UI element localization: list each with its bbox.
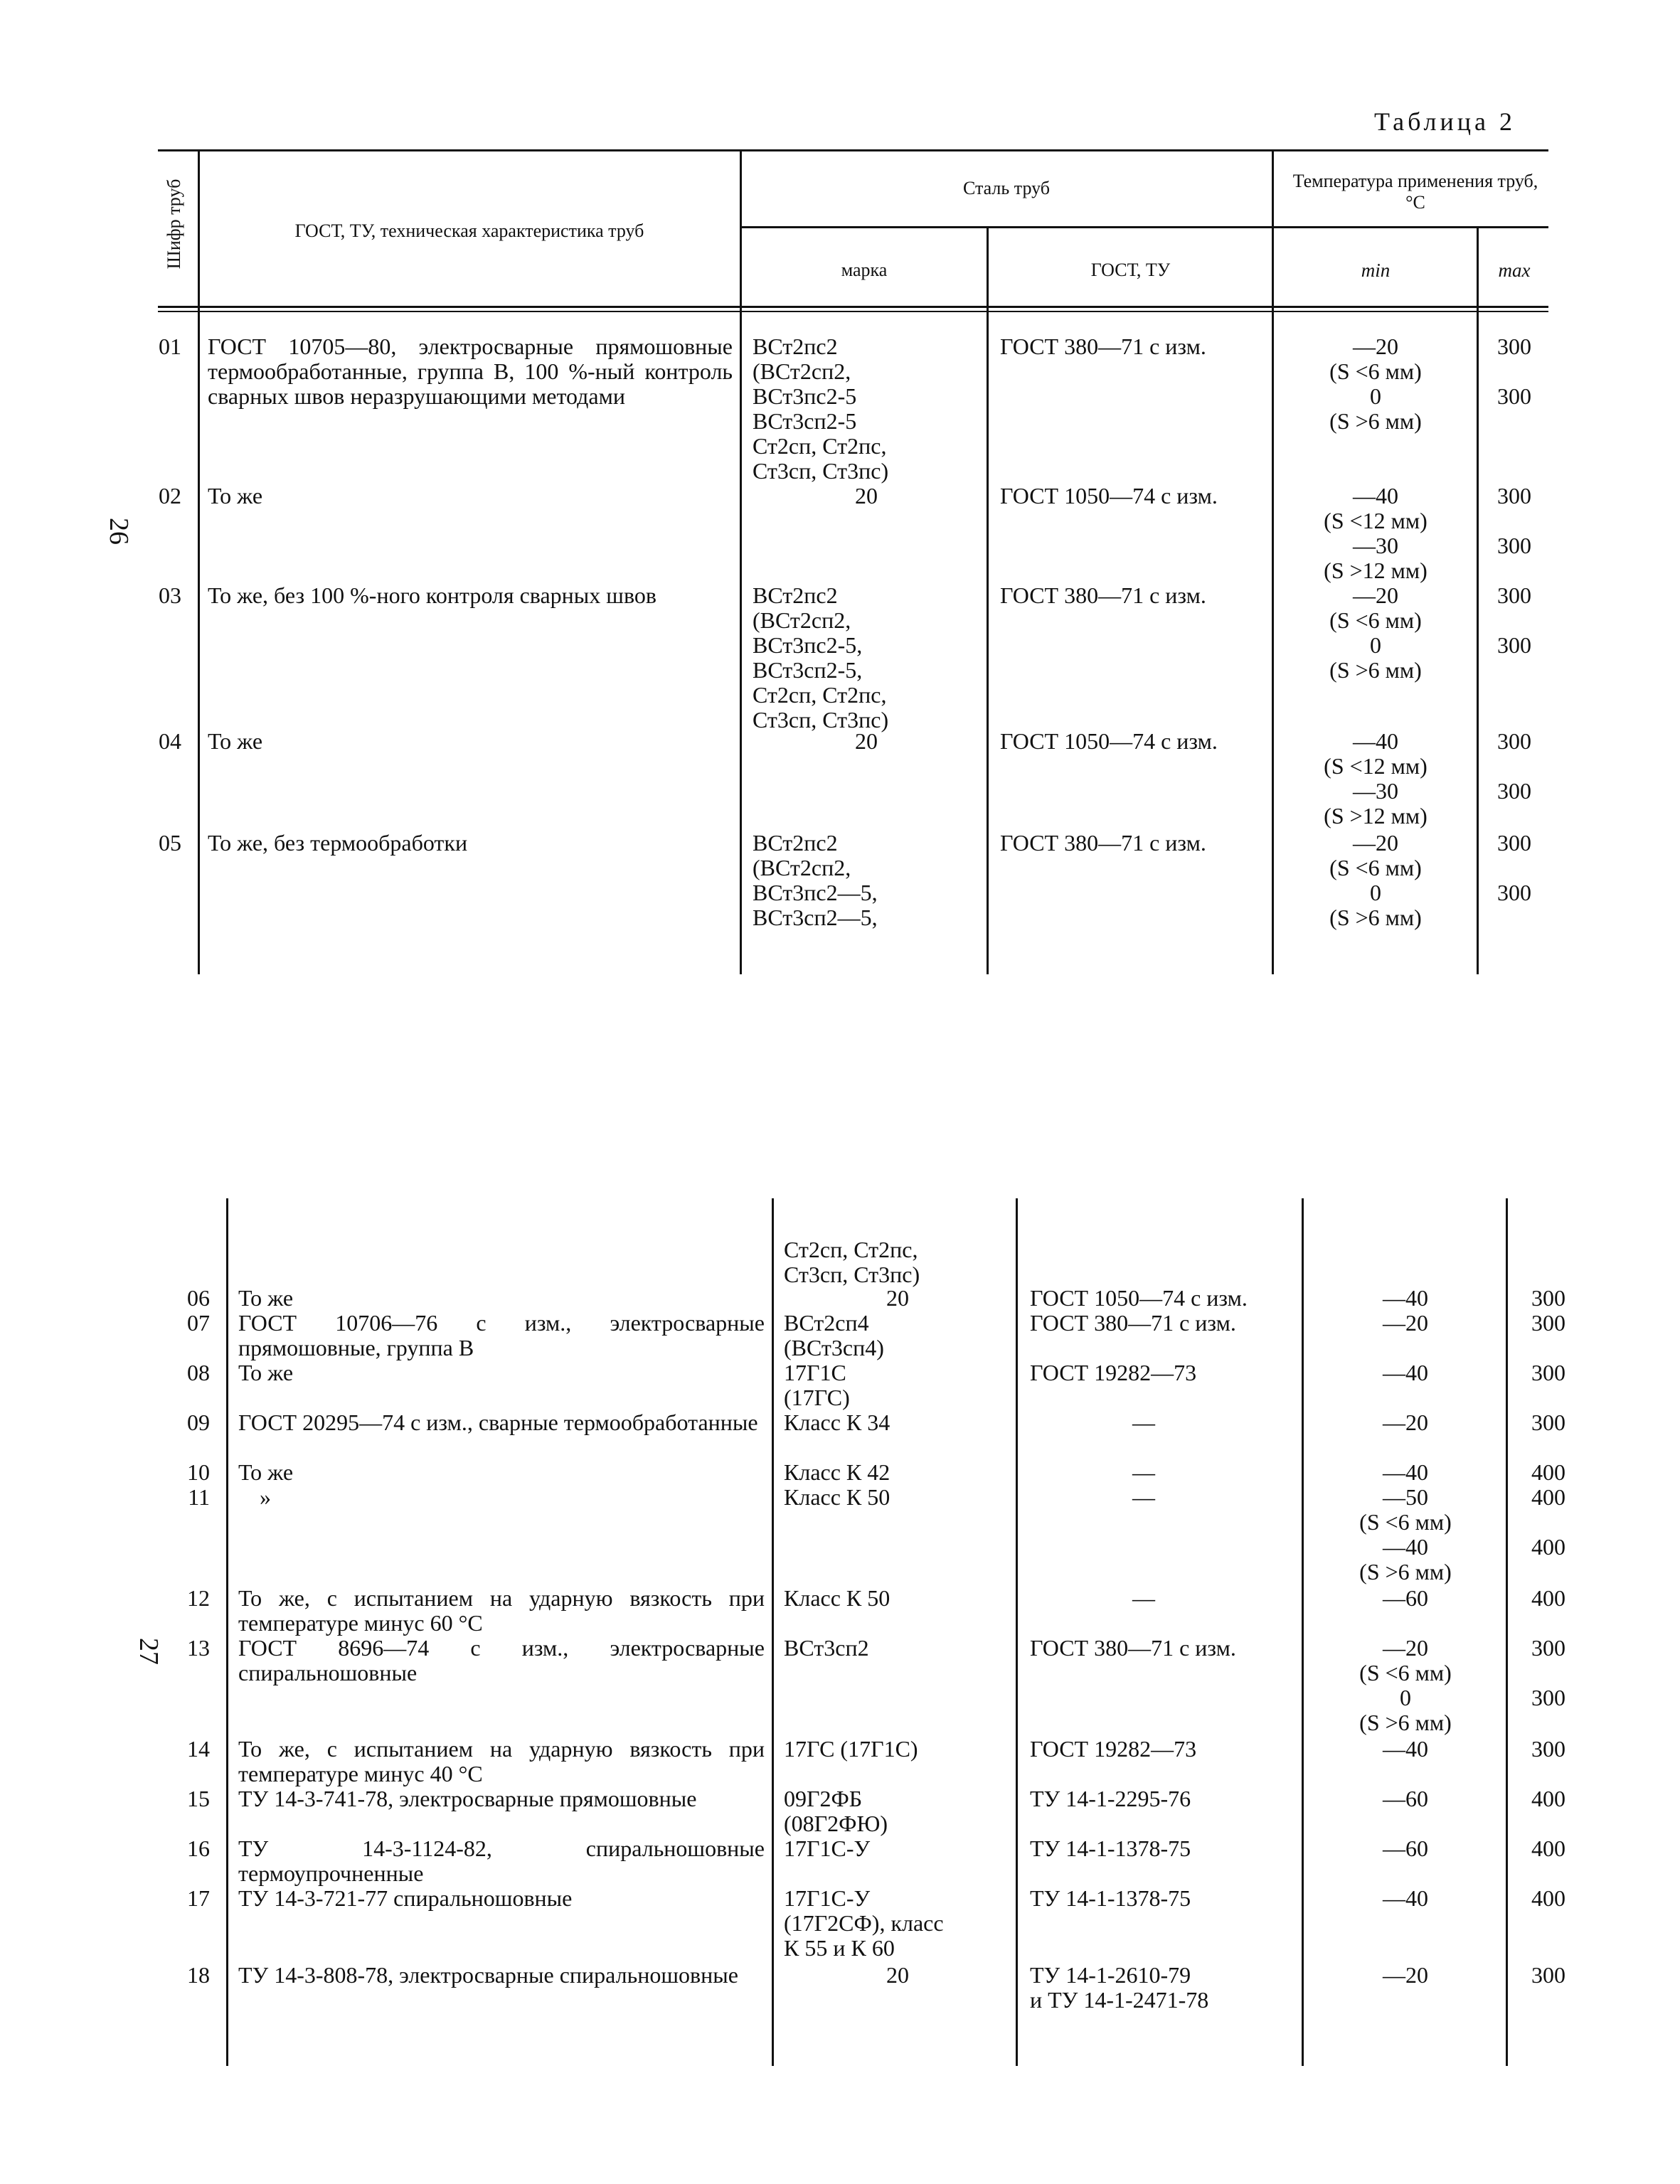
row-18-grade: 20 (886, 1962, 909, 1988)
row-11-code: 11 (188, 1484, 210, 1510)
row-12-gost: — (1132, 1585, 1155, 1611)
row-10-tmin: —40 (1383, 1459, 1428, 1485)
header-grade: марка (841, 260, 888, 280)
row-13-gost: ГОСТ 380—71 с изм. (1030, 1635, 1236, 1661)
row-18-tmax: 300 (1531, 1962, 1565, 1988)
row-05-gost: ГОСТ 380—71 с изм. (1000, 830, 1206, 856)
row-07-tmin: —20 (1383, 1310, 1428, 1336)
row-09-tmax: 300 (1531, 1410, 1565, 1435)
row-08-gost: ГОСТ 19282—73 (1030, 1360, 1197, 1385)
row-03-gost: ГОСТ 380—71 с изм. (1000, 582, 1206, 608)
row-08-code: 08 (187, 1360, 210, 1385)
row-09-grade: Класс К 34 (784, 1410, 890, 1435)
row-03-tmax: 300 300 (1497, 582, 1531, 658)
row-11-grade: Класс К 50 (784, 1484, 890, 1510)
row-03-code: 03 (159, 582, 181, 608)
row-05-grade: ВСт2пс2 (ВСт2сп2, ВСт3пс2—5, ВСт3сп2—5, (753, 830, 878, 930)
row-07-desc: ГОСТ 10706—76 с изм., электросварные прямошовные, группа В (238, 1310, 765, 1360)
row-01-gost: ГОСТ 380—71 с изм. (1000, 334, 1206, 359)
header-tmin: min (1361, 260, 1391, 281)
row-02-gost: ГОСТ 1050—74 с изм. (1000, 483, 1218, 508)
row-01-desc: ГОСТ 10705—80, электросварные прямошовные термообработанные, группа В, 100 %-ный контроль сварных швов неразрушающими методами (208, 334, 733, 409)
row-05-desc: То же, без термообработки (208, 830, 468, 856)
table-title: Таблица 2 (1374, 107, 1516, 136)
row-15-tmax: 400 (1531, 1786, 1565, 1811)
row-05-code: 05 (159, 830, 181, 856)
row-18-desc: ТУ 14-3-808-78, электросварные спиральношовные (238, 1962, 738, 1988)
header-tmax: max (1498, 260, 1531, 281)
row-06-code: 06 (187, 1285, 210, 1311)
row-10-code: 10 (187, 1459, 210, 1485)
row-09-code: 09 (187, 1410, 210, 1435)
row-15-grade: 09Г2ФБ (08Г2ФЮ) (784, 1786, 888, 1836)
row-06-tmax: 300 (1531, 1285, 1565, 1311)
header-steel-gost: ГОСТ, ТУ (1090, 260, 1171, 280)
row-13-grade: ВСт3сп2 (784, 1635, 869, 1661)
header-gost-desc: ГОСТ, ТУ, техническая характеристика труб (294, 220, 644, 241)
row-18-tmin: —20 (1383, 1962, 1428, 1988)
row-16-desc: ТУ 14-3-1124-82, спиральношовные термоупрочненные (238, 1836, 765, 1886)
row-14-code: 14 (187, 1736, 210, 1762)
row-04-grade: 20 (855, 728, 878, 754)
row-14-tmin: —40 (1383, 1736, 1428, 1762)
row-04-gost: ГОСТ 1050—74 с изм. (1000, 728, 1218, 754)
row-13-code: 13 (187, 1635, 210, 1661)
row-03-grade: ВСт2пс2 (ВСт2сп2, ВСт3пс2-5, ВСт3сп2-5, Ст2сп, Ст2пс, Ст3сп, Ст3пс) (753, 582, 889, 733)
row-06-tmin: —40 (1383, 1285, 1428, 1311)
row-06-grade: 20 (886, 1285, 909, 1311)
row-12-grade: Класс К 50 (784, 1585, 890, 1611)
row-06-desc: То же (238, 1285, 294, 1311)
row-01-code: 01 (159, 334, 181, 359)
row-14-gost: ГОСТ 19282—73 (1030, 1736, 1197, 1762)
row-14-tmax: 300 (1531, 1736, 1565, 1762)
row-12-code: 12 (187, 1585, 210, 1611)
row-04-tmax: 300 300 (1497, 728, 1531, 804)
row-05-tmax: 300 300 (1497, 830, 1531, 905)
row-09-tmin: —20 (1383, 1410, 1428, 1435)
row-06-gost: ГОСТ 1050—74 с изм. (1030, 1285, 1248, 1311)
header-code: Шифр труб (164, 179, 184, 270)
row-09-gost: — (1132, 1410, 1155, 1435)
row-02-desc: То же (208, 483, 263, 508)
row-02-code: 02 (159, 483, 181, 508)
row-17-gost: ТУ 14-1-1378-75 (1030, 1885, 1191, 1911)
row-01-tmax: 300 300 (1497, 334, 1531, 409)
row-04-tmin: —40 (S <12 мм) —30 (S >12 мм) (1324, 728, 1428, 829)
row-15-gost: ТУ 14-1-2295-76 (1030, 1786, 1191, 1811)
row-14-grade: 17ГС (17Г1С) (784, 1736, 918, 1762)
row-16-tmin: —60 (1383, 1836, 1428, 1861)
row-15-desc: ТУ 14-3-741-78, электросварные прямошовные (238, 1786, 697, 1811)
row-09-desc: ГОСТ 20295—74 с изм., сварные термообработанные (238, 1410, 758, 1435)
row-16-gost: ТУ 14-1-1378-75 (1030, 1836, 1191, 1861)
row-18-code: 18 (187, 1962, 210, 1988)
row-10-tmax: 400 (1531, 1459, 1565, 1485)
row-01-grade: ВСт2пс2 (ВСт2сп2, ВСт3пс2-5 ВСт3сп2-5 Ст2сп, Ст2пс, Ст3сп, Ст3пс) (753, 334, 889, 484)
row-07-grade: ВСт2сп4 (ВСт3сп4) (784, 1310, 884, 1360)
row-08-tmin: —40 (1383, 1360, 1428, 1385)
row-04-desc: То же (208, 728, 263, 754)
row-12-tmin: —60 (1383, 1585, 1428, 1611)
row-17-tmax: 400 (1531, 1885, 1565, 1911)
row-15-tmin: —60 (1383, 1786, 1428, 1811)
page-number-top: 26 (104, 518, 134, 545)
row-03-tmin: —20 (S <6 мм) 0 (S >6 мм) (1329, 582, 1422, 683)
row-08-grade: 17Г1С (17ГС) (784, 1360, 850, 1410)
row-02-tmin: —40 (S <12 мм) —30 (S >12 мм) (1324, 483, 1428, 583)
row-10-desc: То же (238, 1459, 294, 1485)
header-steel: Сталь труб (962, 178, 1050, 198)
row-11-tmin: —50 (S <6 мм) —40 (S >6 мм) (1359, 1484, 1452, 1584)
row-10-grade: Класс К 42 (784, 1459, 890, 1485)
row-18-gost: ТУ 14-1-2610-79 и ТУ 14-1-2471-78 (1030, 1962, 1209, 2013)
row-01-tmin: —20 (S <6 мм) 0 (S >6 мм) (1329, 334, 1422, 434)
row-13-tmax: 300 300 (1531, 1635, 1565, 1710)
row-02-grade: 20 (855, 483, 878, 508)
row-11-desc: » (260, 1484, 271, 1510)
row-17-grade: 17Г1С-У (17Г2СФ), класс К 55 и К 60 (784, 1885, 944, 1961)
row-17-tmin: —40 (1383, 1885, 1428, 1911)
continuation-grade: Ст2сп, Ст2пс, Ст3сп, Ст3пс) (784, 1237, 920, 1287)
row-15-code: 15 (187, 1786, 210, 1811)
row-03-desc: То же, без 100 %-ного контроля сварных швов (208, 582, 656, 608)
row-08-desc: То же (238, 1360, 294, 1385)
row-12-tmax: 400 (1531, 1585, 1565, 1611)
row-13-tmin: —20 (S <6 мм) 0 (S >6 мм) (1359, 1635, 1452, 1735)
row-13-desc: ГОСТ 8696—74 с изм., электросварные спиральношовные (238, 1635, 765, 1685)
row-16-code: 16 (187, 1836, 210, 1861)
row-16-tmax: 400 (1531, 1836, 1565, 1861)
row-11-gost: — (1132, 1484, 1155, 1510)
page-number-bottom: 27 (134, 1638, 164, 1665)
row-02-tmax: 300 300 (1497, 483, 1531, 558)
row-10-gost: — (1132, 1459, 1155, 1485)
row-07-gost: ГОСТ 380—71 с изм. (1030, 1310, 1236, 1336)
row-05-tmin: —20 (S <6 мм) 0 (S >6 мм) (1329, 830, 1422, 930)
row-04-code: 04 (159, 728, 181, 754)
row-17-code: 17 (187, 1885, 210, 1911)
header-temp: Температура применения труб, °С (1292, 171, 1538, 213)
row-14-desc: То же, с испытанием на ударную вязкость при температуре минус 40 °С (238, 1736, 765, 1786)
row-17-desc: ТУ 14-3-721-77 спиральношовные (238, 1885, 573, 1911)
row-07-code: 07 (187, 1310, 210, 1336)
row-07-tmax: 300 (1531, 1310, 1565, 1336)
row-16-grade: 17Г1С-У (784, 1836, 871, 1861)
row-11-tmax: 400 400 (1531, 1484, 1565, 1560)
row-08-tmax: 300 (1531, 1360, 1565, 1385)
row-12-desc: То же, с испытанием на ударную вязкость при температуре минус 60 °С (238, 1585, 765, 1636)
